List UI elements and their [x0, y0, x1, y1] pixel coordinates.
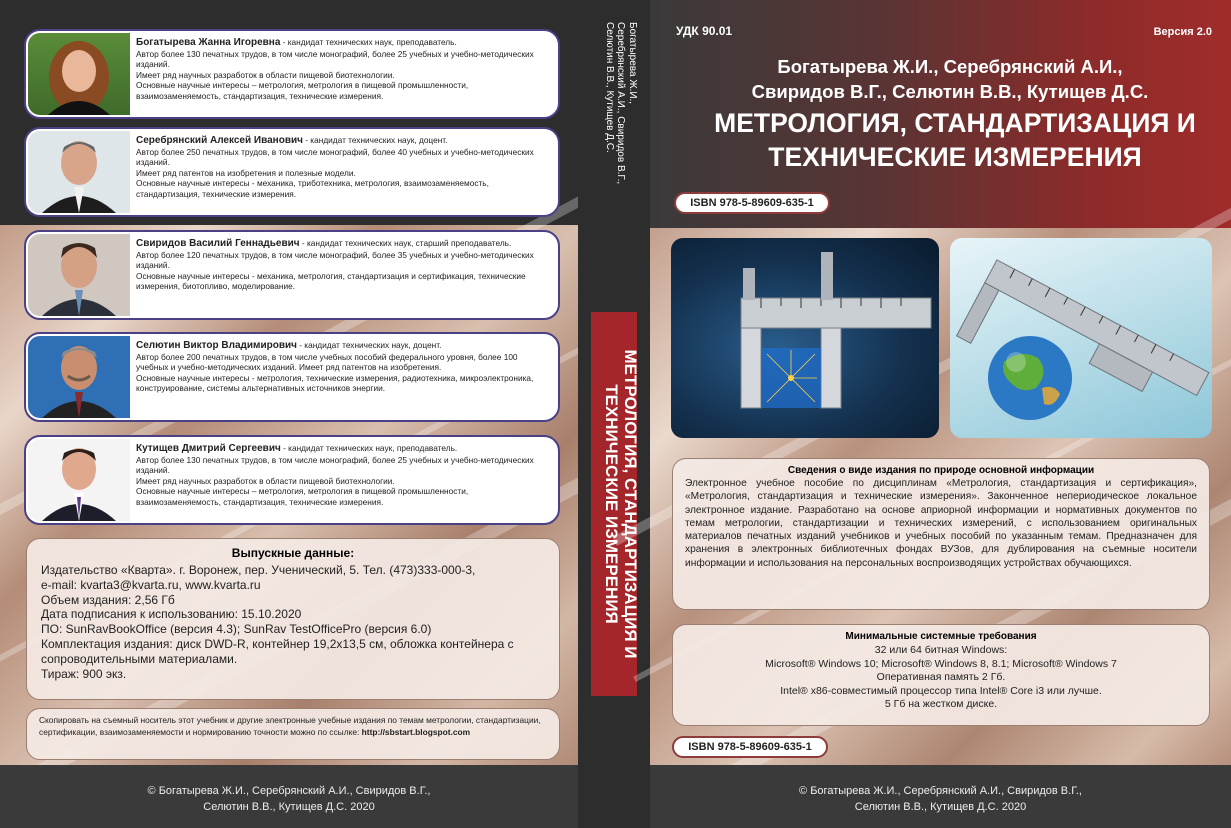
author-bio-line: Имеет ряд научных разработок в области пищевой биотехнологии. — [136, 69, 395, 80]
author-photo — [28, 336, 130, 418]
author-card-sviridov — [24, 230, 560, 320]
release-line: Комплектация издания: диск DWD-R, контейнер 19,2х13,5 см, обложка контейнера с сопроводительными материалами. — [41, 636, 514, 666]
copy-note-text: Скопировать на съемный носитель этот учебник и другие электронные учебные издания по темам метрологии, стандартизации, сертификации, взаимозаменяемости и нормированию точности можно по ссылке: — [39, 715, 541, 737]
isbn-badge-bottom: ISBN 978-5-89609-635-1 — [672, 736, 828, 758]
author-role: - кандидат технических наук, доцент. — [296, 340, 442, 350]
release-line: Тираж: 900 экз. — [41, 666, 127, 681]
author-photo — [28, 439, 130, 521]
back-copyright — [0, 783, 578, 815]
author-bio-line: Основные научные интересы – метрология, метрология в пищевой промышленности, взаимозаменяемость, стандартизация, технические измерения. — [136, 486, 469, 507]
release-line: Объем издания: 2,56 Гб — [41, 592, 175, 607]
author-card-selyutin — [24, 332, 560, 422]
copyright-line: © Богатырева Ж.И., Серебрянский А.И., Свиридов В.Г., — [147, 785, 431, 797]
author-bio-line: Автор более 120 печатных трудов, в том числе монографий, более 35 учебных и учебно-методических изданий. — [136, 249, 534, 271]
author-role: - кандидат технических наук, старший преподаватель. — [299, 238, 512, 248]
author-photo — [28, 131, 130, 213]
author-card-kutishchev — [24, 435, 560, 525]
author-photo — [28, 33, 130, 115]
release-line: e-mail: kvarta3@kvarta.ru, www.kvarta.ru — [41, 577, 261, 592]
author-bio-line: Автор более 130 печатных трудов, в том числе монографий, более 25 учебных и учебно-методических изданий. — [136, 454, 534, 476]
release-line: Дата подписания к использованию: 15.10.2020 — [41, 607, 302, 622]
author-role: - кандидат технических наук, преподаватель. — [280, 443, 458, 453]
caliper-network-image — [671, 238, 939, 438]
author-name: Богатырева Жанна Игоревна — [136, 37, 281, 48]
release-heading: Выпускные данные: — [231, 546, 355, 560]
publication-info-panel — [672, 458, 1210, 610]
front-authors: Богатырева Ж.И., Серебрянский А.И., Свиридов В.Г., Селютин В.В., Кутищев Д.С. — [751, 56, 1149, 102]
front-copyright — [650, 783, 1231, 815]
version-label: Версия 2.0 — [1153, 26, 1212, 38]
author-bio-line: Основные научные интересы - метрология, технические измерения, радиотехника, микроэлектроника, конструирование, системы альтернативных источников энергии. — [136, 372, 534, 394]
author-bio-line: Имеет ряд патентов на изобретения и полезные модели. — [136, 167, 356, 178]
requirements-heading: Минимальные системные требования — [845, 631, 1037, 642]
author-bio-line: Автор более 200 печатных трудов, в том числе учебных пособий федерального уровня, более 100 учебных и учебно-методических изданий. Имеет ряд патентов на изобретения. — [136, 351, 518, 373]
spine-title: МЕТРОЛОГИЯ, СТАНДАРТИЗАЦИЯ И ТЕХНИЧЕСКИЕ ИЗМЕРЕНИЯ — [602, 349, 640, 659]
copyright-line: Селютин В.В., Кутищев Д.С. 2020 — [854, 801, 1027, 813]
author-bio-line: Автор более 130 печатных трудов, в том числе монографий, более 25 учебных и учебно-методических изданий. — [136, 48, 534, 70]
release-line: Издательство «Кварта». г. Воронеж, пер. Ученический, 5. Тел. (473)333-000-3, — [41, 563, 476, 577]
copyright-line: Селютин В.В., Кутищев Д.С. 2020 — [203, 801, 375, 813]
requirement-line: 5 Гб на жестком диске. — [884, 698, 998, 710]
author-name: Селютин Виктор Владимирович — [136, 340, 297, 351]
udk-code: УДК 90.01 — [676, 24, 733, 38]
author-name: Серебрянский Алексей Иванович — [136, 135, 303, 146]
author-bio-line: Основные научные интересы – метрология, метрология в пищевой промышленности, взаимозаменяемость, стандартизация, технические измерения. — [136, 80, 469, 101]
requirement-line: Intel® x86-совместимый процессор типа Intel® Core i3 или лучше. — [780, 684, 1102, 697]
author-role: - кандидат технических наук, преподаватель. — [280, 37, 457, 47]
author-photo — [28, 234, 130, 316]
requirement-line: 32 или 64 битная Windows: — [874, 644, 1008, 656]
author-card-bogatyreva — [24, 29, 560, 119]
blog-link[interactable]: http://sbstart.blogspot.com — [361, 727, 471, 737]
author-bio-line: Автор более 250 печатных трудов, в том числе монографий, более 40 учебных и учебно-методических изданий. — [136, 146, 534, 168]
isbn-badge: ISBN 978-5-89609-635-1 — [674, 192, 830, 214]
author-bio-line: Имеет ряд научных разработок в области пищевой биотехнологии. — [136, 475, 395, 486]
copy-note-panel — [26, 708, 560, 760]
author-bio-line: Основные научные интересы - механика, триботехника, метрология, взаимозаменяемость, стандартизация, технические измерения. — [136, 178, 489, 199]
requirement-line: Оперативная память 2 Гб. — [876, 671, 1006, 683]
book-title: МЕТРОЛОГИЯ, СТАНДАРТИЗАЦИЯ И ТЕХНИЧЕСКИЕ ИЗМЕРЕНИЯ — [714, 108, 1196, 172]
author-role: - кандидат технических наук, доцент. — [302, 135, 448, 145]
caliper-globe-image — [950, 238, 1212, 438]
author-name: Кутищев Дмитрий Сергеевич — [136, 443, 281, 454]
system-requirements-panel — [672, 624, 1210, 726]
author-name: Свиридов Василий Геннадьевич — [136, 238, 300, 249]
info-heading: Сведения о виде издания по природе основной информации — [787, 465, 1095, 476]
release-data-panel — [26, 538, 560, 700]
spine-authors: Богатырева Ж.И., Серебрянский А.И., Свиридов В.Г., Селютин В.В., Кутищев Д.С. — [604, 22, 638, 185]
release-line: ПО: SunRavBookOffice (версия 4.3); SunRav TestOfficePro (версия 6.0) — [41, 622, 432, 637]
info-text: Электронное учебное пособие по дисциплинам «Метрология, стандартизация и сертификация», «Метрология, стандартизация и технические измерения». Законченное непериодическое локальное электронное издание. Разработано на основе априорной информации и нормативных документов по темам метрологии, стандартизации и технических измерений, с использованием оригинальных материалов печатных изданий учебников и учебных пособий по указанным темам. Предназначен для хранения в электронных библиотечных фондах ВУЗов, для дублирования на съемные носители информации и использования на персональных воспроизводящих устройствах обучающихся. — [685, 478, 1197, 569]
front-cover — [650, 0, 1231, 828]
author-bio-line: Основные научные интересы - механика, метрология, стандартизация и сертификация, технические измерения, биотопливо, моделирование. — [136, 270, 526, 292]
back-cover — [0, 0, 578, 828]
copyright-line: © Богатырева Ж.И., Серебрянский А.И., Свиридов В.Г., — [799, 785, 1082, 797]
requirement-line: Microsoft® Windows 10; Microsoft® Windows 8, 8.1; Microsoft® Windows 7 — [765, 657, 1117, 670]
author-card-serebryansky — [24, 127, 560, 217]
